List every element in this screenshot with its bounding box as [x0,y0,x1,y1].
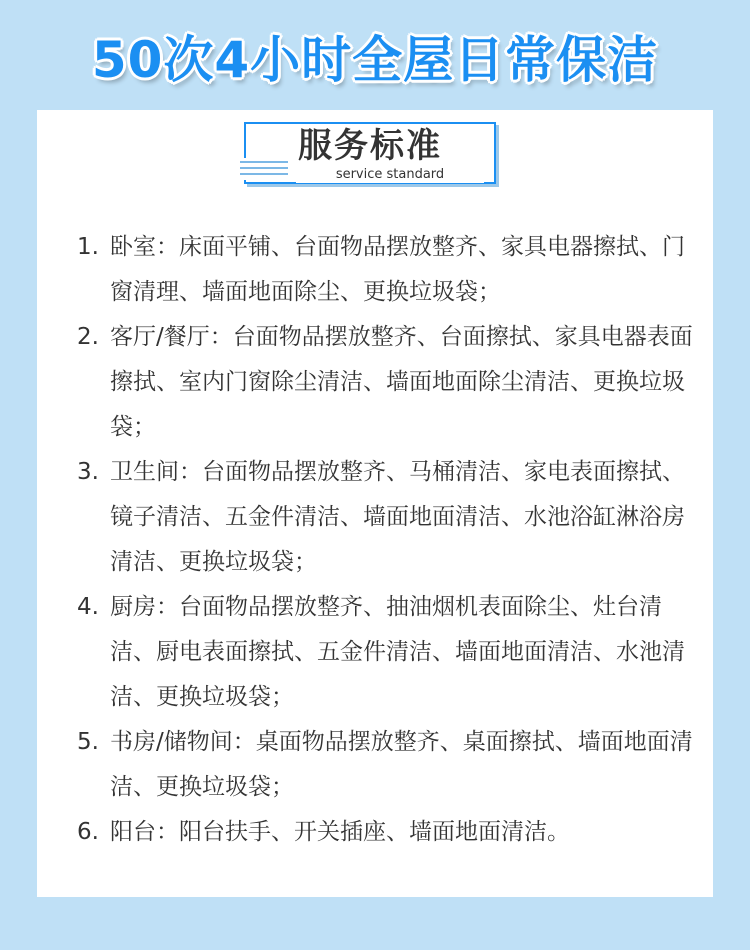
item-number: 2. [77,324,99,350]
item-text: 卧室：床面平铺、台面物品摆放整齐、家具电器擦拭、门窗清理、墙面地面除尘、更换垃圾袋； [110,234,685,305]
item-number: 3. [77,459,99,485]
page-title: 50次4小时全屋日常保洁 [91,31,659,89]
list-item [77,810,697,855]
stripe-line [240,167,288,169]
item-text: 阳台：阳台扶手、开关插座、墙面地面清洁。 [110,819,570,845]
list-item [77,450,697,585]
service-list [77,225,697,855]
service-standard-badge [244,122,496,184]
item-text: 卫生间：台面物品摆放整齐、马桶清洁、家电表面擦拭、镜子清洁、五金件清洁、墙面地面清洁、水池浴缸淋浴房清洁、更换垃圾袋； [110,459,685,575]
list-item [77,225,697,315]
item-number: 6. [77,819,99,845]
item-text: 书房/储物间：桌面物品摆放整齐、桌面擦拭、墙面地面清洁、更换垃圾袋； [110,729,693,800]
service-card [37,110,713,897]
item-text: 厨房：台面物品摆放整齐、抽油烟机表面除尘、灶台清洁、厨电表面擦拭、五金件清洁、墙面地面清洁、水池清洁、更换垃圾袋； [110,594,685,710]
item-number: 1. [77,234,99,260]
list-item [77,585,697,720]
stripe-line [240,173,288,175]
item-number: 4. [77,594,99,620]
list-item [77,720,697,810]
list-item [77,315,697,450]
badge-subtitle: service standard [296,167,484,183]
badge-title: 服务标准 [298,126,442,166]
item-text: 客厅/餐厅：台面物品摆放整齐、台面擦拭、家具电器表面擦拭、室内门窗除尘清洁、墙面地面除尘清洁、更换垃圾袋； [110,324,693,440]
item-number: 5. [77,729,99,755]
